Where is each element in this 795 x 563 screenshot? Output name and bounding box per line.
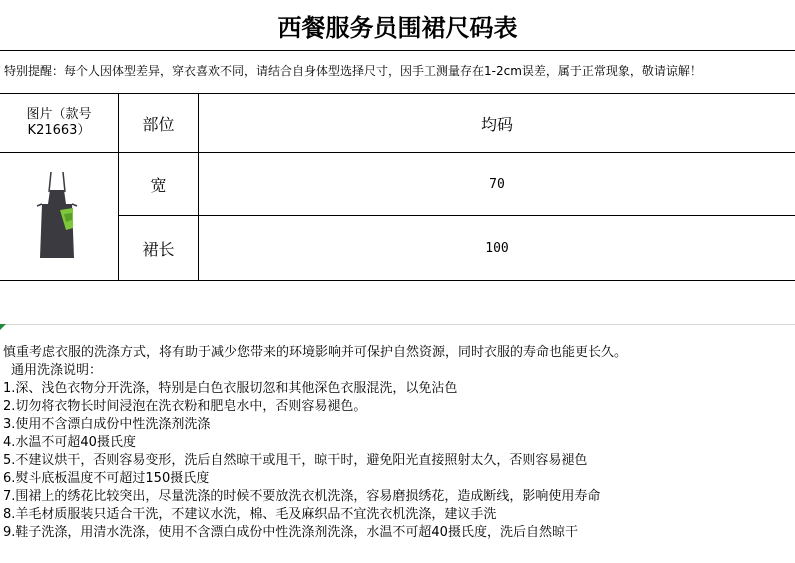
care-item: 3.使用不含漂白成份中性洗涤剂洗涤: [3, 417, 211, 432]
care-item: 7.围裙上的绣花比较突出，尽量洗涤的时候不要放洗衣机洗涤，容易磨损绣花，造成断线，影响使用寿命: [3, 489, 601, 504]
cell-marker: [0, 324, 6, 330]
care-item: 2.切勿将衣物长时间浸泡在洗衣粉和肥皂水中，否则容易褪色。: [3, 399, 367, 414]
header-part-column: 部位: [142, 114, 175, 134]
row-label-width: 宽: [150, 175, 167, 195]
row-value-length: 100: [485, 240, 509, 256]
care-item: 5.不建议烘干，否则容易变形，洗后自然晾干或甩干，晾干时，避免阳光直接照射太久，否则容易褪色: [3, 453, 588, 468]
header-size-column: 均码: [480, 114, 513, 134]
row-value-width: 70: [489, 176, 505, 192]
care-item: 6.熨斗底板温度不可超过150摄氏度: [3, 471, 210, 486]
row-label-length: 裙长: [142, 239, 175, 259]
section-divider: [0, 324, 795, 325]
care-item: 4.水温不可超40摄氏度: [3, 435, 136, 450]
header-image-column: 图片（款号K21663）: [26, 107, 92, 138]
care-intro: 慎重考虑衣服的洗涤方式，将有助于减少您带来的环境影响并可保护自然资源，同时衣服的寿命也能更长久。: [3, 345, 628, 360]
care-instructions: [3, 344, 793, 542]
table-bottom-border: [0, 280, 795, 281]
special-notice: 特别提醒：每个人因体型差异，穿衣喜欢不同，请结合自身体型选择尺寸，因手工测量存在1-2cm误差，属于正常现象，敬请谅解！: [4, 64, 702, 78]
apron-product-image: [36, 170, 78, 262]
care-item: 8.羊毛材质服装只适合干洗，不建议水洗，棉、毛及麻织品不宜洗衣机洗涤，建议手洗: [3, 507, 497, 522]
care-heading: 通用洗涤说明：: [11, 363, 103, 378]
care-item: 9.鞋子洗涤，用清水洗涤，使用不含漂白成份中性洗涤剂洗涤，水温不可超40摄氏度，洗后自然晾干: [3, 525, 578, 540]
page-title: 西餐服务员围裙尺码表: [0, 0, 795, 51]
care-item: 1.深、浅色衣物分开洗涤，特别是白色衣服切忽和其他深色衣服混洗，以免沾色: [3, 381, 458, 396]
